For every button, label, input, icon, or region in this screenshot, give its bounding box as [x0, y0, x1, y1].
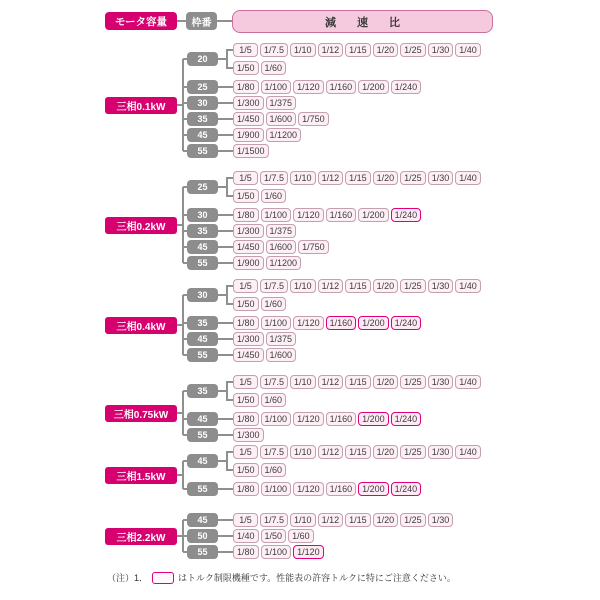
- ratio-box: 1/50: [233, 189, 259, 203]
- ratio-box: 1/600: [266, 240, 297, 254]
- ratio-box: 1/300: [233, 224, 264, 238]
- ratio-row: [233, 482, 421, 496]
- ratio-row: [233, 43, 481, 57]
- connector-line: [226, 303, 233, 305]
- ratio-box: 1/100: [261, 482, 292, 496]
- ratio-row: [233, 428, 264, 442]
- connector-line: [226, 50, 228, 68]
- ratio-box: 1/120: [293, 482, 324, 496]
- ratio-box: 1/40: [233, 529, 259, 543]
- ratio-box: 1/30: [428, 513, 454, 527]
- connector-line: [218, 535, 233, 537]
- ratio-box: 1/600: [266, 112, 297, 126]
- ratio-box: 1/60: [261, 61, 287, 75]
- connector-line: [218, 519, 233, 521]
- ratio-box: 1/20: [373, 43, 399, 57]
- ratio-box: 1/50: [261, 529, 287, 543]
- frame-box: 30: [187, 208, 218, 222]
- ratio-box-torque-limited: 1/240: [391, 482, 422, 496]
- ratio-box: 1/25: [400, 43, 426, 57]
- ratio-box: 1/80: [233, 80, 259, 94]
- ratio-box: 1/20: [373, 279, 399, 293]
- ratio-box: 1/15: [345, 43, 371, 57]
- connector-line: [218, 322, 233, 324]
- ratio-box: 1/12: [318, 445, 344, 459]
- ratio-box: 1/50: [233, 61, 259, 75]
- connector-line: [218, 551, 233, 553]
- ratio-row: [233, 332, 296, 346]
- ratio-box: 1/160: [326, 208, 357, 222]
- ratio-box: 1/80: [233, 412, 259, 426]
- ratio-row: [233, 224, 296, 238]
- ratio-box: 1/20: [373, 171, 399, 185]
- ratio-box: 1/15: [345, 445, 371, 459]
- ratio-box-torque-limited: 1/240: [391, 412, 422, 426]
- connector-line: [226, 286, 228, 304]
- ratio-box: 1/30: [428, 171, 454, 185]
- ratio-box: 1/450: [233, 112, 264, 126]
- ratio-box: 1/7.5: [260, 445, 288, 459]
- ratio-box: 1/375: [266, 96, 297, 110]
- frame-box: 55: [187, 545, 218, 559]
- ratio-row: [233, 463, 286, 477]
- ratio-box: 1/50: [233, 463, 259, 477]
- ratio-box: 1/80: [233, 208, 259, 222]
- torque-limit-legend-box: [152, 572, 174, 584]
- connector-line: [218, 118, 233, 120]
- frame-box: 55: [187, 482, 218, 496]
- connector-line: [226, 67, 233, 69]
- ratio-box-torque-limited: 1/160: [326, 316, 357, 330]
- ratio-row: [233, 297, 286, 311]
- ratio-box: 1/200: [358, 208, 389, 222]
- ratio-box: 1/200: [358, 80, 389, 94]
- ratio-box: 1/240: [391, 80, 422, 94]
- ratio-box: 1/1500: [233, 144, 269, 158]
- ratio-box: 1/5: [233, 43, 258, 57]
- connector-line: [218, 262, 233, 264]
- motor-capacity-label: 三相0.1kW: [105, 97, 177, 114]
- footnote: [107, 571, 456, 584]
- frame-box: 30: [187, 96, 218, 110]
- frame-box: 45: [187, 332, 218, 346]
- connector-line: [218, 418, 233, 420]
- connector-line: [226, 381, 233, 383]
- connector-line: [226, 382, 228, 400]
- ratio-box: 1/450: [233, 240, 264, 254]
- ratio-row: [233, 529, 314, 543]
- ratio-row: [233, 128, 301, 142]
- motor-capacity-label: 三相0.4kW: [105, 317, 177, 334]
- ratio-row: [233, 545, 324, 559]
- ratio-box: 1/10: [290, 171, 316, 185]
- ratio-box: 1/120: [293, 208, 324, 222]
- ratio-box: 1/1200: [266, 128, 302, 142]
- ratio-row: [233, 412, 421, 426]
- connector-line: [226, 177, 233, 179]
- connector-line: [218, 86, 233, 88]
- connector-line: [218, 488, 233, 490]
- frame-box: 20: [187, 52, 218, 66]
- ratio-box: 1/40: [455, 43, 481, 57]
- connector-line: [177, 224, 183, 226]
- ratio-box: 1/160: [326, 80, 357, 94]
- ratio-row: [233, 208, 421, 222]
- ratio-box: 1/5: [233, 375, 258, 389]
- ratio-row: [233, 445, 481, 459]
- connector-line: [218, 338, 233, 340]
- ratio-box: 1/15: [345, 171, 371, 185]
- ratio-box: 1/5: [233, 445, 258, 459]
- frame-number-header: 枠番: [186, 12, 217, 30]
- connector-line: [177, 412, 183, 414]
- ratio-box: 1/60: [261, 297, 287, 311]
- frame-box: 55: [187, 256, 218, 270]
- ratio-box: 1/60: [261, 189, 287, 203]
- ratio-box: 1/15: [345, 375, 371, 389]
- ratio-box-torque-limited: 1/200: [358, 412, 389, 426]
- ratio-box: 1/12: [318, 375, 344, 389]
- ratio-box: 1/5: [233, 171, 258, 185]
- ratio-box: 1/80: [233, 482, 259, 496]
- connector-line: [226, 452, 228, 470]
- frame-box: 25: [187, 80, 218, 94]
- ratio-box: 1/30: [428, 445, 454, 459]
- motor-capacity-label: 三相2.2kW: [105, 528, 177, 545]
- ratio-box: 1/15: [345, 513, 371, 527]
- ratio-box: 1/40: [455, 375, 481, 389]
- ratio-box: 1/12: [318, 171, 344, 185]
- ratio-box: 1/100: [261, 412, 292, 426]
- ratio-row: [233, 144, 269, 158]
- ratio-box: 1/450: [233, 348, 264, 362]
- connector-line: [218, 246, 233, 248]
- ratio-box: 1/30: [428, 43, 454, 57]
- ratio-box: 1/375: [266, 332, 297, 346]
- ratio-box: 1/600: [266, 348, 297, 362]
- ratio-box: 1/60: [261, 463, 287, 477]
- ratio-row: [233, 279, 481, 293]
- motor-capacity-header: モータ容量: [105, 12, 177, 30]
- frame-box: 35: [187, 316, 218, 330]
- ratio-box: 1/30: [428, 375, 454, 389]
- ratio-box-torque-limited: 1/240: [391, 316, 422, 330]
- motor-capacity-label: 三相0.2kW: [105, 217, 177, 234]
- connector-line: [226, 195, 233, 197]
- ratio-box: 1/120: [293, 412, 324, 426]
- frame-box: 55: [187, 144, 218, 158]
- frame-box: 35: [187, 224, 218, 238]
- frame-box: 55: [187, 348, 218, 362]
- frame-box: 55: [187, 428, 218, 442]
- frame-box: 50: [187, 529, 218, 543]
- ratio-box: 1/5: [233, 279, 258, 293]
- ratio-row: [233, 171, 481, 185]
- ratio-box: 1/7.5: [260, 171, 288, 185]
- ratio-box: 1/40: [455, 279, 481, 293]
- frame-box: 45: [187, 128, 218, 142]
- ratio-box: 1/80: [233, 545, 259, 559]
- ratio-row: [233, 348, 296, 362]
- ratio-row: [233, 112, 329, 126]
- ratio-box: 1/100: [261, 80, 292, 94]
- connector-line: [226, 178, 228, 196]
- diagram-header: [0, 0, 600, 40]
- ratio-box: 1/900: [233, 256, 264, 270]
- ratio-box: 1/10: [290, 279, 316, 293]
- frame-box: 45: [187, 454, 218, 468]
- ratio-row: [233, 316, 421, 330]
- frame-box: 25: [187, 180, 218, 194]
- ratio-box: 1/60: [261, 393, 287, 407]
- connector-line: [218, 354, 233, 356]
- ratio-box: 1/25: [400, 375, 426, 389]
- ratio-box: 1/160: [326, 482, 357, 496]
- ratio-box: 1/300: [233, 332, 264, 346]
- frame-box: 45: [187, 412, 218, 426]
- connector-line: [226, 451, 233, 453]
- connector-line: [226, 399, 233, 401]
- ratio-box: 1/25: [400, 171, 426, 185]
- connector-line: [218, 134, 233, 136]
- ratio-box: 1/10: [290, 375, 316, 389]
- frame-box: 45: [187, 240, 218, 254]
- ratio-box: 1/40: [455, 171, 481, 185]
- ratio-box: 1/7.5: [260, 43, 288, 57]
- ratio-box: 1/7.5: [260, 375, 288, 389]
- ratio-row: [233, 80, 421, 94]
- ratio-box: 1/300: [233, 96, 264, 110]
- footnote-text: はトルク制限機種です。性能表の許容トルクに特にご注意ください。: [178, 573, 456, 583]
- ratio-row: [233, 375, 481, 389]
- ratio-row: [233, 513, 453, 527]
- ratio-box-torque-limited: 1/200: [358, 316, 389, 330]
- ratio-box: 1/750: [298, 240, 329, 254]
- ratio-box: 1/30: [428, 279, 454, 293]
- ratio-box: 1/1200: [266, 256, 302, 270]
- ratio-box: 1/12: [318, 279, 344, 293]
- frame-box: 30: [187, 288, 218, 302]
- ratio-box: 1/50: [233, 393, 259, 407]
- ratio-box-torque-limited: 1/200: [358, 482, 389, 496]
- ratio-box: 1/50: [233, 297, 259, 311]
- reduction-ratio-header: 減 速 比: [232, 10, 493, 33]
- connector-line: [218, 150, 233, 152]
- ratio-row: [233, 96, 296, 110]
- ratio-row: [233, 393, 286, 407]
- motor-capacity-label: 三相0.75kW: [105, 405, 177, 422]
- ratio-box: 1/20: [373, 513, 399, 527]
- ratio-box: 1/120: [293, 80, 324, 94]
- ratio-box: 1/7.5: [260, 513, 288, 527]
- ratio-box: 1/300: [233, 428, 264, 442]
- ratio-box-torque-limited: 1/120: [293, 545, 324, 559]
- ratio-box: 1/100: [261, 545, 292, 559]
- ratio-box: 1/25: [400, 279, 426, 293]
- ratio-box: 1/12: [318, 513, 344, 527]
- connector-line: [177, 324, 183, 326]
- ratio-box: 1/160: [326, 412, 357, 426]
- frame-box: 35: [187, 384, 218, 398]
- connector-line: [177, 474, 183, 476]
- ratio-box: 1/7.5: [260, 279, 288, 293]
- ratio-box: 1/10: [290, 445, 316, 459]
- ratio-box: 1/20: [373, 445, 399, 459]
- ratio-box: 1/10: [290, 43, 316, 57]
- ratio-box: 1/20: [373, 375, 399, 389]
- connector-line: [218, 434, 233, 436]
- motor-capacity-label: 三相1.5kW: [105, 467, 177, 484]
- ratio-box: 1/375: [266, 224, 297, 238]
- ratio-box: 1/25: [400, 445, 426, 459]
- ratio-box: 1/80: [233, 316, 259, 330]
- ratio-box: 1/15: [345, 279, 371, 293]
- ratio-box: 1/5: [233, 513, 258, 527]
- ratio-box: 1/40: [455, 445, 481, 459]
- ratio-box: 1/10: [290, 513, 316, 527]
- ratio-row: [233, 189, 286, 203]
- ratio-box-torque-limited: 1/240: [391, 208, 422, 222]
- connector-line: [218, 230, 233, 232]
- frame-box: 45: [187, 513, 218, 527]
- ratio-box: 1/120: [293, 316, 324, 330]
- connector-line: [177, 104, 183, 106]
- connector-line: [226, 469, 233, 471]
- ratio-row: [233, 61, 286, 75]
- ratio-box: 1/750: [298, 112, 329, 126]
- connector-line: [177, 20, 186, 22]
- footnote-prefix: （注）1．: [107, 573, 149, 583]
- ratio-box: 1/60: [288, 529, 314, 543]
- connector-line: [217, 20, 232, 22]
- ratio-row: [233, 240, 329, 254]
- ratio-row: [233, 256, 301, 270]
- connector-line: [177, 535, 183, 537]
- connector-line: [218, 102, 233, 104]
- ratio-box: 1/100: [261, 316, 292, 330]
- connector-line: [226, 49, 233, 51]
- ratio-box: 1/900: [233, 128, 264, 142]
- ratio-box: 1/100: [261, 208, 292, 222]
- frame-box: 35: [187, 112, 218, 126]
- ratio-box: 1/12: [318, 43, 344, 57]
- connector-line: [226, 285, 233, 287]
- connector-line: [218, 214, 233, 216]
- ratio-box: 1/25: [400, 513, 426, 527]
